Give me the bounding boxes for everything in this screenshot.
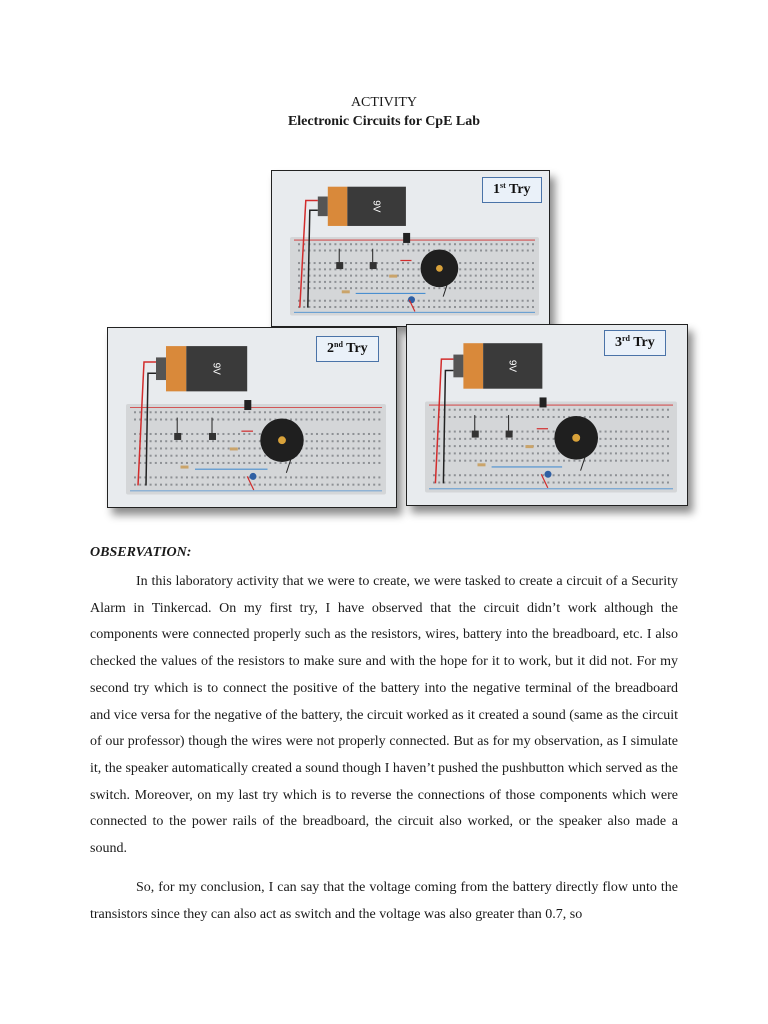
- speaker-center: [278, 436, 286, 444]
- battery-terminal: [318, 197, 328, 217]
- circuit-figure-2: [107, 327, 397, 508]
- breadboard: [126, 404, 386, 495]
- speaker-center: [572, 434, 580, 442]
- pushbutton: [336, 262, 343, 269]
- battery-band: [166, 346, 186, 391]
- observation-paragraph-2: So, for my conclusion, I can say that the voltage coming from the battery directly flow unto the transistors since they can also act as switch and the voltage was also greater than 0.7, so: [90, 880, 678, 922]
- try-label-2: 2nd Try: [316, 336, 379, 362]
- circuit-figure-3: [406, 324, 688, 506]
- observation-heading: OBSERVATION:: [90, 545, 192, 560]
- transistor: [244, 400, 251, 410]
- resistor: [230, 447, 238, 450]
- breadboard: [425, 401, 677, 492]
- battery-terminal: [156, 357, 166, 380]
- battery-label: 9V: [506, 359, 518, 373]
- pushbutton: [370, 262, 377, 269]
- pushbutton: [209, 433, 216, 440]
- capacitor: [408, 296, 415, 303]
- battery-band: [463, 343, 483, 389]
- battery-terminal: [453, 355, 463, 378]
- resistor: [525, 445, 533, 448]
- speaker-center: [436, 265, 443, 272]
- circuit-figure-1: [271, 170, 550, 327]
- resistor: [342, 290, 350, 293]
- try-label-1: 1st Try: [482, 177, 542, 203]
- resistor: [478, 463, 486, 466]
- page-title: ACTIVITY: [350, 95, 418, 110]
- page-subtitle: Electronic Circuits for CpE Lab: [287, 114, 481, 129]
- try-label-3: 3rd Try: [604, 330, 666, 356]
- battery-label: 9V: [210, 362, 222, 375]
- transistor: [403, 233, 410, 243]
- battery-band: [328, 187, 348, 226]
- transistor: [540, 397, 547, 407]
- pushbutton: [472, 431, 479, 438]
- capacitor: [250, 473, 257, 480]
- resistor: [181, 466, 189, 469]
- resistor: [389, 275, 397, 278]
- pushbutton: [174, 433, 181, 440]
- capacitor: [545, 471, 552, 478]
- observation-paragraph-1: In this laboratory activity that we were to create, we were tasked to create a circuit of a Security Alarm in Tinkercad. On my first try, I have observed that the circuit didn’t work although the components were connected properly such as the resistors, wires, battery into the breadboard, etc. I also checked the values of the resistors to make sure and with the hope for it to work, but it did not. For my second try which is to connect the positive of the battery into the negative terminal of the breadboard and vice versa for the negative of the battery, the circuit worked as it created a sound (same as the circuit of our professor) though the wires were not properly connected. But as for my observation, as I simulate it, the speaker automatically created a sound though I haven’t pushed the pushbutton which served as the switch. Moreover, on my last try which is to reverse the connections of those components which were connected to the power rails of the breadboard, the circuit also worked, or the speaker also made a sound.: [90, 574, 678, 857]
- battery-label: 9V: [370, 200, 382, 213]
- pushbutton: [506, 431, 513, 438]
